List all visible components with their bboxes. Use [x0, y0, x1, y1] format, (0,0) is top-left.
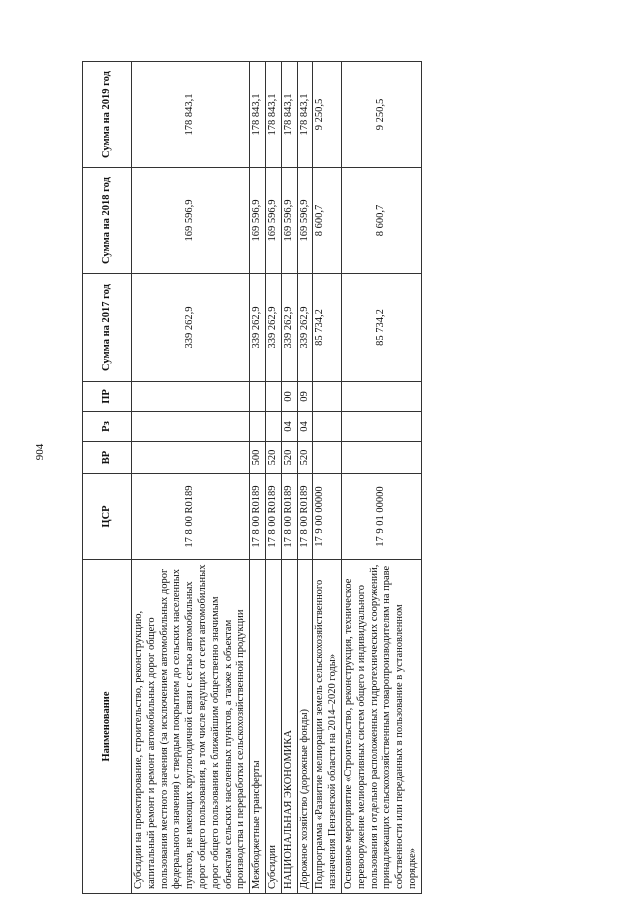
row-csr: 17 8 00 R0189 [132, 474, 250, 560]
row-name: Основное мероприятие «Строительство, реконструкция, техническое перевооружение мелиоративных систем общего и индивидуального пользования и отдельно расположенных гидротехнических сооружений, принадлежащих сельскохозяйственным товаропроизводителям на праве собственности или переданных в пользование в установленном порядке» [341, 560, 421, 894]
row-pr: 00 [281, 382, 297, 412]
row-sum-2018: 169 596,9 [265, 168, 281, 274]
row-vr: 520 [281, 442, 297, 474]
row-vr: 500 [250, 442, 266, 474]
row-csr: 17 8 00 R0189 [297, 474, 313, 560]
table-row [250, 62, 266, 894]
row-sum-2018: 169 596,9 [297, 168, 313, 274]
header-row [83, 62, 132, 894]
row-pr [250, 382, 266, 412]
table-row [132, 62, 250, 894]
row-sum-2018: 169 596,9 [132, 168, 250, 274]
row-vr [132, 442, 250, 474]
header-pr: ПР [83, 382, 132, 412]
row-sum-2019: 178 843,1 [132, 62, 250, 168]
header-sum-2018: Сумма на 2018 год [83, 168, 132, 274]
row-vr [313, 442, 342, 474]
row-vr: 520 [297, 442, 313, 474]
row-sum-2018: 169 596,9 [250, 168, 266, 274]
row-sum-2017: 339 262,9 [265, 274, 281, 382]
budget-table [82, 61, 422, 894]
header-name: Наименование [83, 560, 132, 894]
row-sum-2018: 169 596,9 [281, 168, 297, 274]
row-vr: 520 [265, 442, 281, 474]
row-rz: 04 [297, 412, 313, 442]
row-pr: 09 [297, 382, 313, 412]
row-pr [265, 382, 281, 412]
table-row [297, 62, 313, 894]
row-sum-2019: 178 843,1 [250, 62, 266, 168]
table-row [281, 62, 297, 894]
row-sum-2017: 339 262,9 [132, 274, 250, 382]
table-row [313, 62, 342, 894]
header-sum-2017: Сумма на 2017 год [83, 274, 132, 382]
row-sum-2019: 178 843,1 [297, 62, 313, 168]
row-sum-2017: 339 262,9 [281, 274, 297, 382]
row-sum-2017: 339 262,9 [297, 274, 313, 382]
budget-table-rotated [82, 62, 474, 894]
table-row [341, 62, 421, 894]
row-sum-2019: 178 843,1 [265, 62, 281, 168]
row-sum-2019: 178 843,1 [281, 62, 297, 168]
row-name: Подпрограмма «Развитие мелиорации земель сельскохозяйственного назначения Пензенской области на 2014–2020 годы» [313, 560, 342, 894]
row-rz [250, 412, 266, 442]
row-csr: 17 8 00 R0189 [250, 474, 266, 560]
row-pr [341, 382, 421, 412]
row-rz [341, 412, 421, 442]
row-sum-2017: 339 262,9 [250, 274, 266, 382]
row-rz [313, 412, 342, 442]
table-row [265, 62, 281, 894]
row-vr [341, 442, 421, 474]
header-rz: Рз [83, 412, 132, 442]
row-rz: 04 [281, 412, 297, 442]
row-name: НАЦИОНАЛЬНАЯ ЭКОНОМИКА [281, 560, 297, 894]
row-pr [132, 382, 250, 412]
header-csr: ЦСР [83, 474, 132, 560]
row-csr: 17 8 00 R0189 [265, 474, 281, 560]
row-sum-2018: 8 600,7 [313, 168, 342, 274]
header-sum-2019: Сумма на 2019 год [83, 62, 132, 168]
page-number: 904 [34, 443, 46, 461]
row-csr: 17 8 00 R0189 [281, 474, 297, 560]
row-sum-2018: 8 600,7 [341, 168, 421, 274]
row-pr [313, 382, 342, 412]
row-name: Межбюджетные трансферты [250, 560, 266, 894]
row-rz [265, 412, 281, 442]
row-csr: 17 9 00 00000 [313, 474, 342, 560]
row-name: Субсидии на проектирование, строительство, реконструкцию, капитальный ремонт и ремонт автомобильных дорог общего пользования местного значения (за исключением автомобильных дорог федерального значения) с твердым покрытием до сельских населенных пунктов, не имеющих круглогодичной связи с сетью автомобильных дорог общего пользования, в том числе ведущих от сети автомобильных дорог общего пользования к ближайшим общественно значимым объектам сельских населенных пунктов, а также к объектам производства и переработки сельскохозяйственной продукции [132, 560, 250, 894]
row-sum-2019: 9 250,5 [341, 62, 421, 168]
row-sum-2017: 85 734,2 [313, 274, 342, 382]
row-name: Субсидии [265, 560, 281, 894]
row-csr: 17 9 01 00000 [341, 474, 421, 560]
row-sum-2017: 85 734,2 [341, 274, 421, 382]
row-rz [132, 412, 250, 442]
row-sum-2019: 9 250,5 [313, 62, 342, 168]
header-vr: ВР [83, 442, 132, 474]
row-name: Дорожное хозяйство (дорожные фонды) [297, 560, 313, 894]
